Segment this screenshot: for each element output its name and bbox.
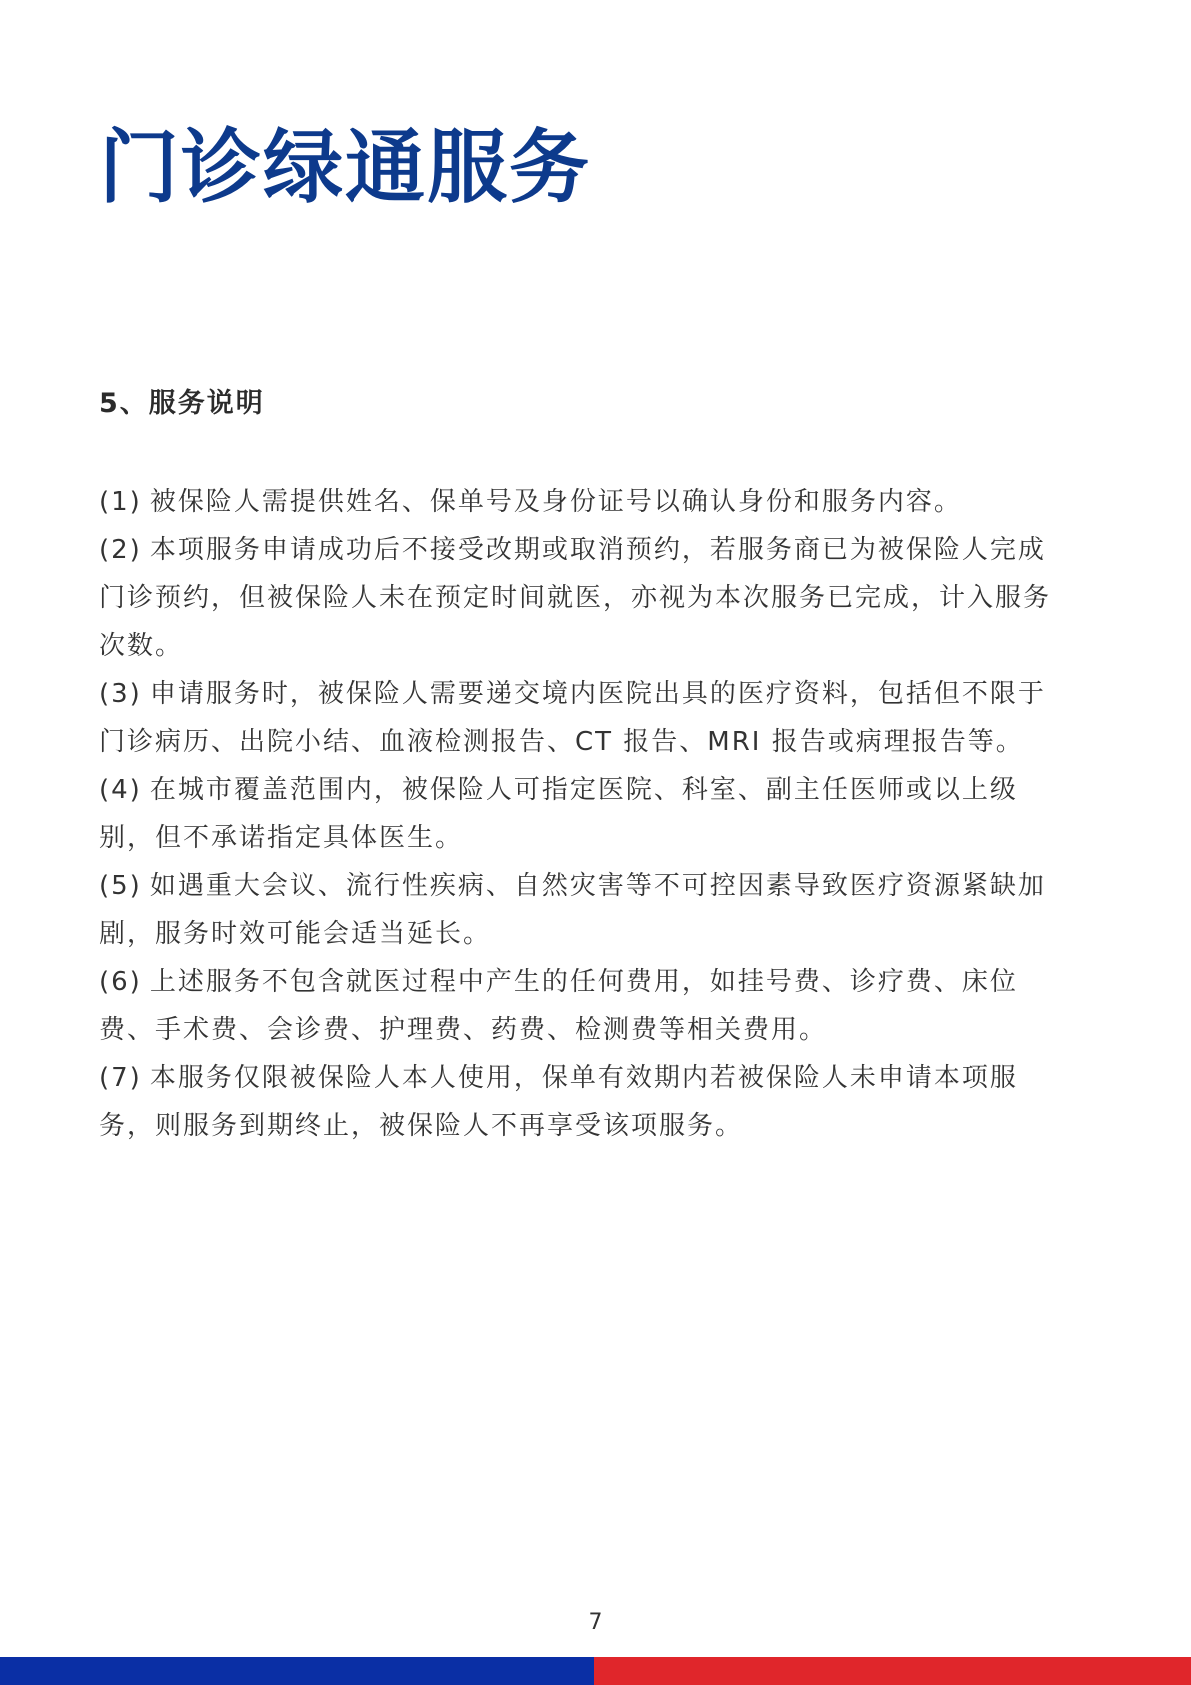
page-number: 7 bbox=[588, 1610, 603, 1635]
section-heading: 5、服务说明 bbox=[99, 388, 265, 419]
list-item bbox=[99, 766, 1059, 862]
item-text: 在城市覆盖范围内，被保险人可指定医院、科室、副主任医师或以上级别，但不承诺指定具体医生。 bbox=[99, 775, 1018, 853]
footer-bar-red bbox=[594, 1657, 1191, 1685]
item-text: 本项服务申请成功后不接受改期或取消预约，若服务商已为被保险人完成门诊预约，但被保险人未在预定时间就医，亦视为本次服务已完成，计入服务次数。 bbox=[99, 535, 1052, 661]
item-number: (1) bbox=[99, 487, 142, 517]
item-text: 被保险人需提供姓名、保单号及身份证号以确认身份和服务内容。 bbox=[149, 487, 962, 517]
item-text: 本服务仅限被保险人本人使用，保单有效期内若被保险人未申请本项服务，则服务到期终止，被保险人不再享受该项服务。 bbox=[99, 1063, 1018, 1141]
service-notes-list bbox=[99, 478, 1059, 1150]
item-number: (7) bbox=[99, 1063, 142, 1093]
item-number: (5) bbox=[99, 871, 142, 901]
item-number: (4) bbox=[99, 775, 142, 805]
list-item bbox=[99, 670, 1059, 766]
item-text: 如遇重大会议、流行性疾病、自然灾害等不可控因素导致医疗资源紧缺加剧，服务时效可能会适当延长。 bbox=[99, 871, 1046, 949]
item-text: 上述服务不包含就医过程中产生的任何费用，如挂号费、诊疗费、床位费、手术费、会诊费、护理费、药费、检测费等相关费用。 bbox=[99, 967, 1018, 1045]
footer-bar-blue bbox=[0, 1657, 594, 1685]
list-item bbox=[99, 478, 1059, 526]
item-text: 申请服务时，被保险人需要递交境内医院出具的医疗资料，包括但不限于门诊病历、出院小结、血液检测报告、CT 报告、MRI 报告或病理报告等。 bbox=[99, 679, 1046, 757]
item-number: (3) bbox=[99, 679, 142, 709]
page-title: 门诊绿通服务 bbox=[99, 121, 591, 214]
footer-color-bar bbox=[0, 1657, 1191, 1685]
list-item bbox=[99, 958, 1059, 1054]
item-number: (2) bbox=[99, 535, 142, 565]
item-number: (6) bbox=[99, 967, 142, 997]
list-item bbox=[99, 862, 1059, 958]
list-item bbox=[99, 1054, 1059, 1150]
list-item bbox=[99, 526, 1059, 670]
